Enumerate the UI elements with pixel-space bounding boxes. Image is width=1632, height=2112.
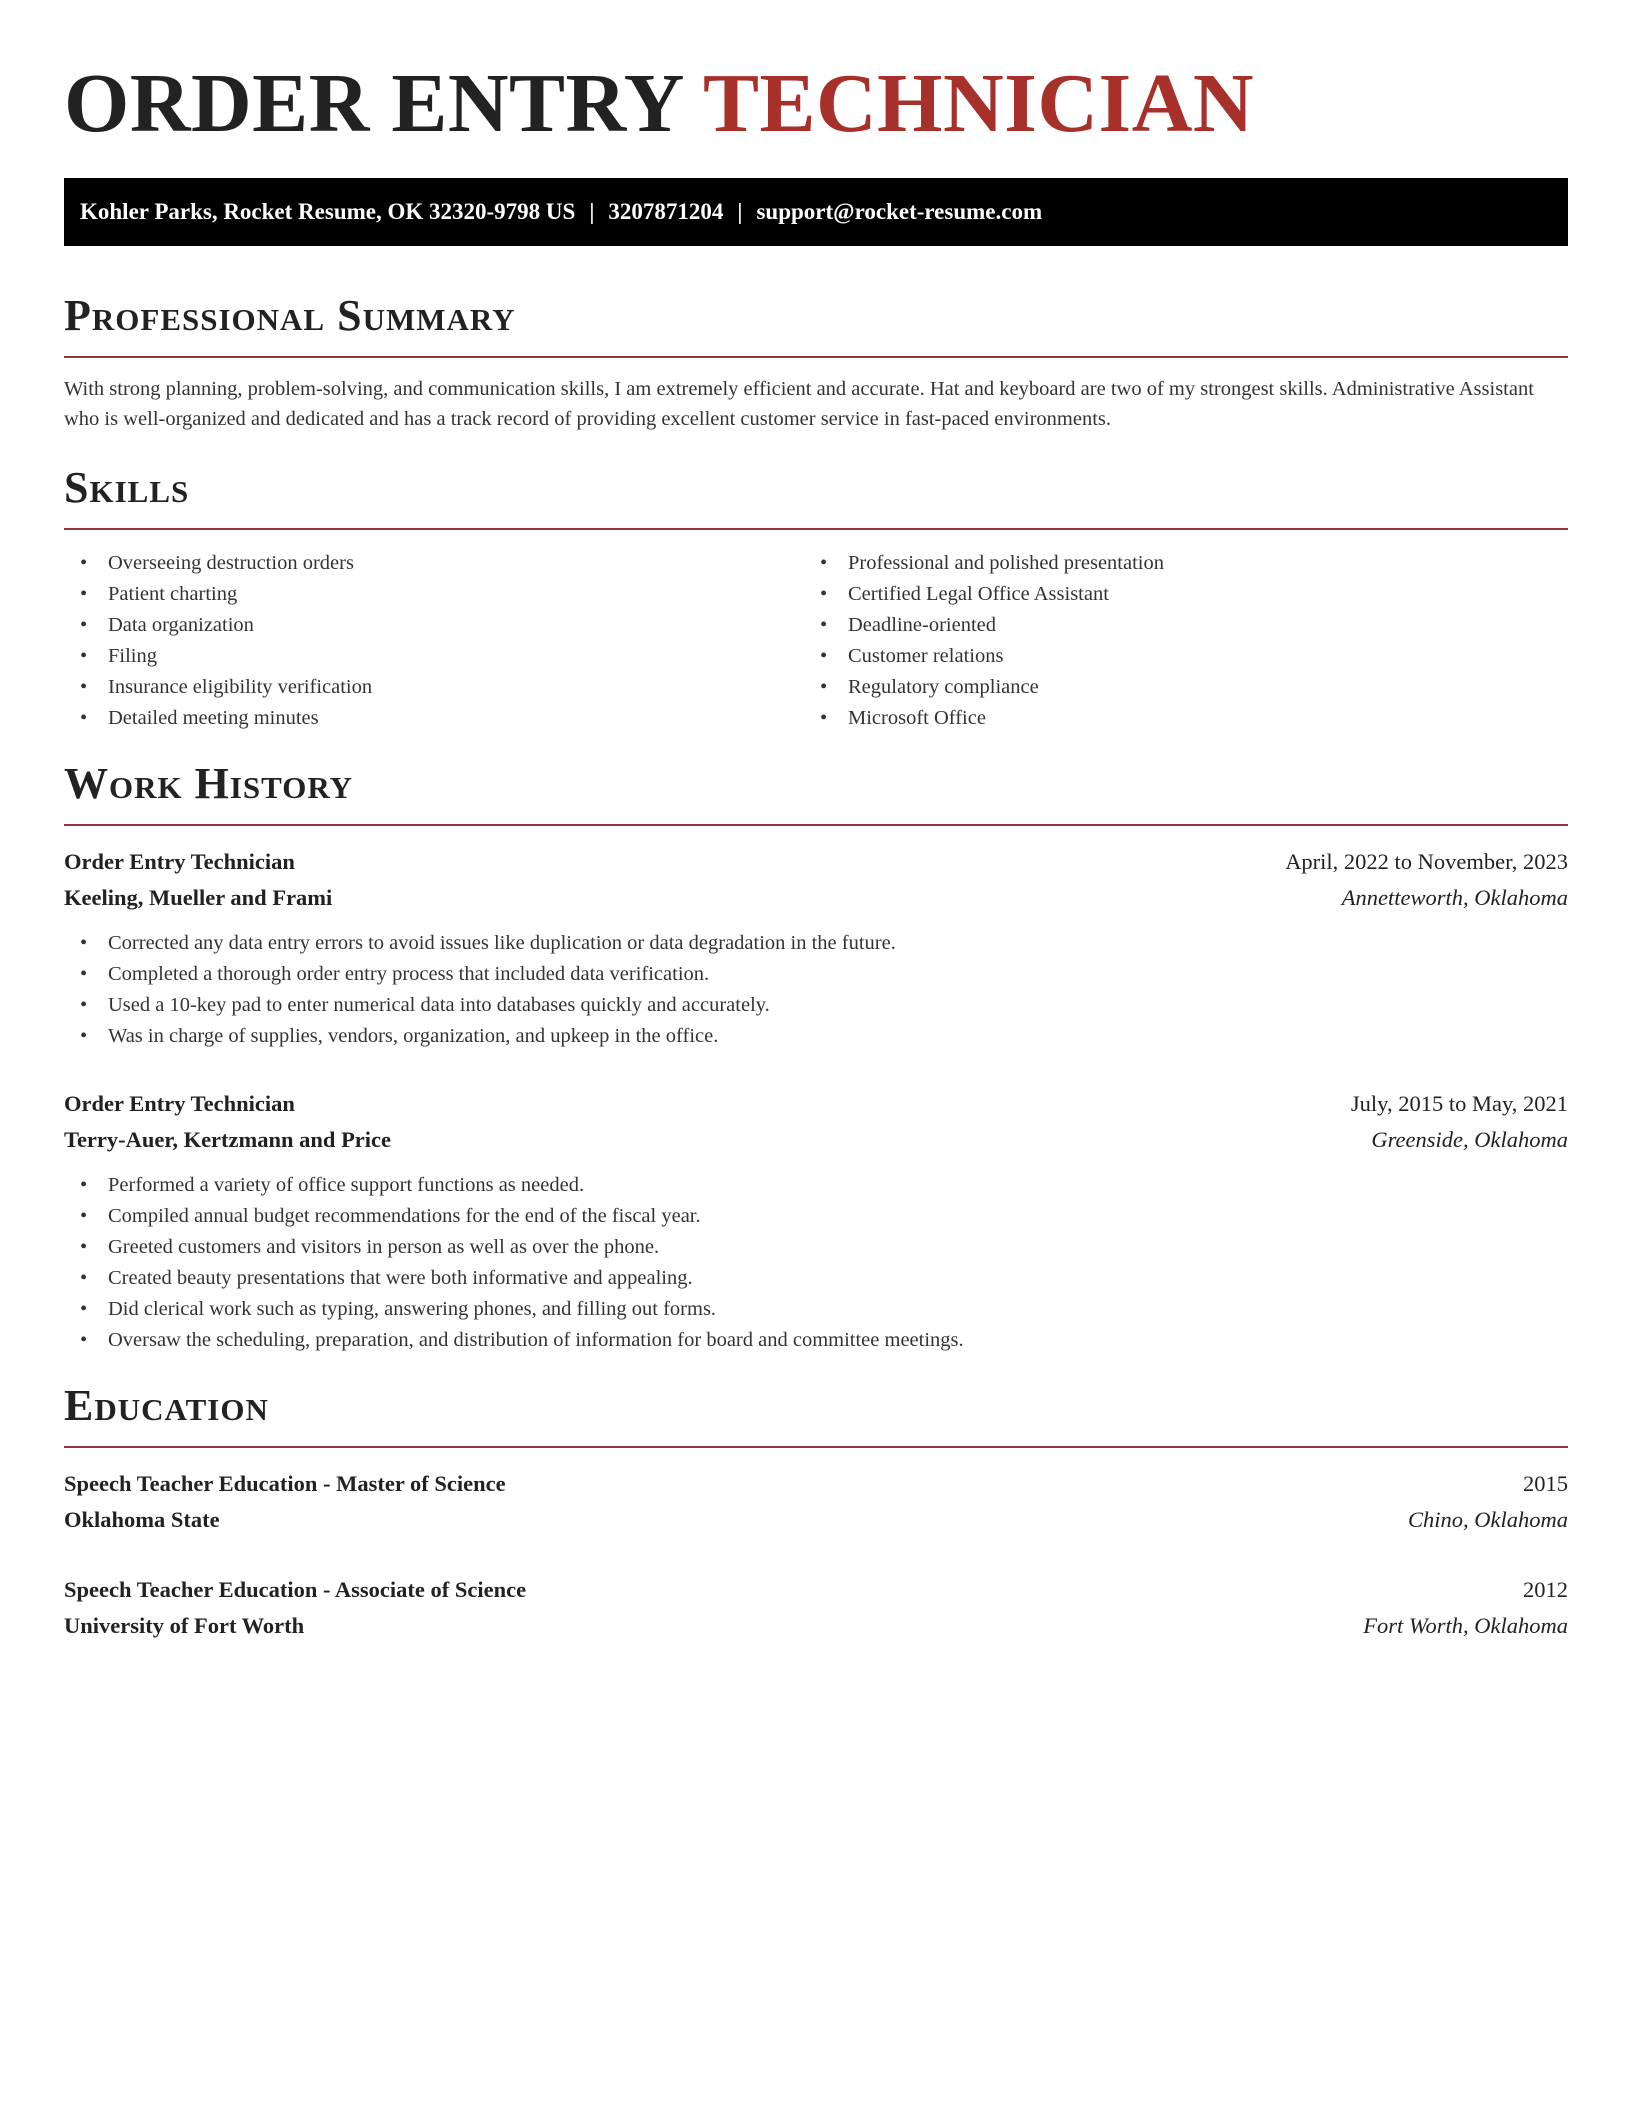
- job-bullet: • Created beauty presentations that were both informative and appealing.: [64, 1263, 1568, 1294]
- job-bullet: • Used a 10-key pad to enter numerical data into databases quickly and accurately.: [64, 990, 1568, 1021]
- resume-page: [64, 0, 1568, 1644]
- education-location: Fort Worth, Oklahoma: [1363, 1613, 1568, 1638]
- job-dates: July, 2015 to May, 2021: [1350, 1091, 1568, 1116]
- job-company-row: [64, 880, 1568, 916]
- education-school-row: [64, 1608, 1568, 1644]
- contact-separator: |: [737, 199, 743, 224]
- contact-email: support@rocket-resume.com: [756, 199, 1043, 224]
- skills-grid: [64, 548, 1568, 734]
- job-bullet: • Oversaw the scheduling, preparation, and distribution of information for board and committee meetings.: [64, 1325, 1568, 1356]
- contact-phone: 3207871204: [608, 199, 724, 224]
- contact-address: Kohler Parks, Rocket Resume, OK 32320-9798 US: [80, 199, 576, 224]
- resume-title: [64, 56, 1568, 152]
- education-location: Chino, Oklahoma: [1408, 1507, 1568, 1532]
- skill-item: • Customer relations: [804, 641, 1544, 672]
- skill-item: • Deadline-oriented: [804, 610, 1544, 641]
- job-location: Annetteworth, Oklahoma: [1341, 885, 1568, 910]
- job-bullet: • Was in charge of supplies, vendors, organization, and upkeep in the office.: [64, 1021, 1568, 1052]
- job-dates: April, 2022 to November, 2023: [1285, 849, 1568, 874]
- title-part-role: TECHNICIAN: [702, 57, 1255, 150]
- summary-heading: Professional Summary: [64, 290, 1568, 358]
- job-title: Order Entry Technician: [64, 1091, 295, 1116]
- skill-item: • Microsoft Office: [804, 703, 1544, 734]
- job-header-row: [64, 844, 1568, 880]
- education-degree-row: [64, 1572, 1568, 1608]
- education-degree: Speech Teacher Education - Master of Science: [64, 1471, 506, 1496]
- job-bullet: • Compiled annual budget recommendations for the end of the fiscal year.: [64, 1201, 1568, 1232]
- job-company: Keeling, Mueller and Frami: [64, 885, 333, 910]
- job-location: Greenside, Oklahoma: [1371, 1127, 1568, 1152]
- skill-item: • Detailed meeting minutes: [64, 703, 804, 734]
- job-entry: [64, 1086, 1568, 1356]
- skill-item: • Patient charting: [64, 579, 804, 610]
- skill-item: • Professional and polished presentation: [804, 548, 1544, 579]
- job-header-row: [64, 1086, 1568, 1122]
- skill-item: • Filing: [64, 641, 804, 672]
- contact-bar: [64, 178, 1568, 246]
- job-bullet: • Completed a thorough order entry process that included data verification.: [64, 959, 1568, 990]
- education-year: 2015: [1523, 1471, 1568, 1496]
- skills-column-left: [64, 548, 804, 734]
- job-company: Terry-Auer, Kertzmann and Price: [64, 1127, 392, 1152]
- education-school-row: [64, 1502, 1568, 1538]
- education-degree-row: [64, 1466, 1568, 1502]
- skill-item: • Overseeing destruction orders: [64, 548, 804, 579]
- title-part-job: ORDER ENTRY: [64, 57, 685, 150]
- skills-column-right: [804, 548, 1544, 734]
- education-year: 2012: [1523, 1577, 1568, 1602]
- job-bullet: • Corrected any data entry errors to avoid issues like duplication or data degradation in the future.: [64, 928, 1568, 959]
- job-title: Order Entry Technician: [64, 849, 295, 874]
- skill-item: • Insurance eligibility verification: [64, 672, 804, 703]
- job-bullet: • Did clerical work such as typing, answering phones, and filling out forms.: [64, 1294, 1568, 1325]
- education-degree: Speech Teacher Education - Associate of Science: [64, 1577, 527, 1602]
- education-entry: [64, 1466, 1568, 1538]
- summary-text: With strong planning, problem-solving, and communication skills, I am extremely efficient and accurate. Hat and keyboard are two of my strongest skills. Administrative Assistant who is well-organized and dedicated and has a track record of providing excellent customer service in fast-paced environments.: [64, 378, 1534, 430]
- education-heading: Education: [64, 1380, 1568, 1448]
- skill-item: • Certified Legal Office Assistant: [804, 579, 1544, 610]
- skill-item: • Data organization: [64, 610, 804, 641]
- job-bullet: • Greeted customers and visitors in person as well as over the phone.: [64, 1232, 1568, 1263]
- education-entry: [64, 1572, 1568, 1644]
- job-entry: [64, 844, 1568, 1052]
- job-bullets: [64, 928, 1568, 1052]
- skill-item: • Regulatory compliance: [804, 672, 1544, 703]
- work-history-heading: Work History: [64, 758, 1568, 826]
- job-bullet: • Performed a variety of office support functions as needed.: [64, 1170, 1568, 1201]
- job-company-row: [64, 1122, 1568, 1158]
- contact-separator: |: [589, 199, 595, 224]
- skills-heading: Skills: [64, 462, 1568, 530]
- education-school: University of Fort Worth: [64, 1613, 305, 1638]
- education-school: Oklahoma State: [64, 1507, 220, 1532]
- job-bullets: [64, 1170, 1568, 1356]
